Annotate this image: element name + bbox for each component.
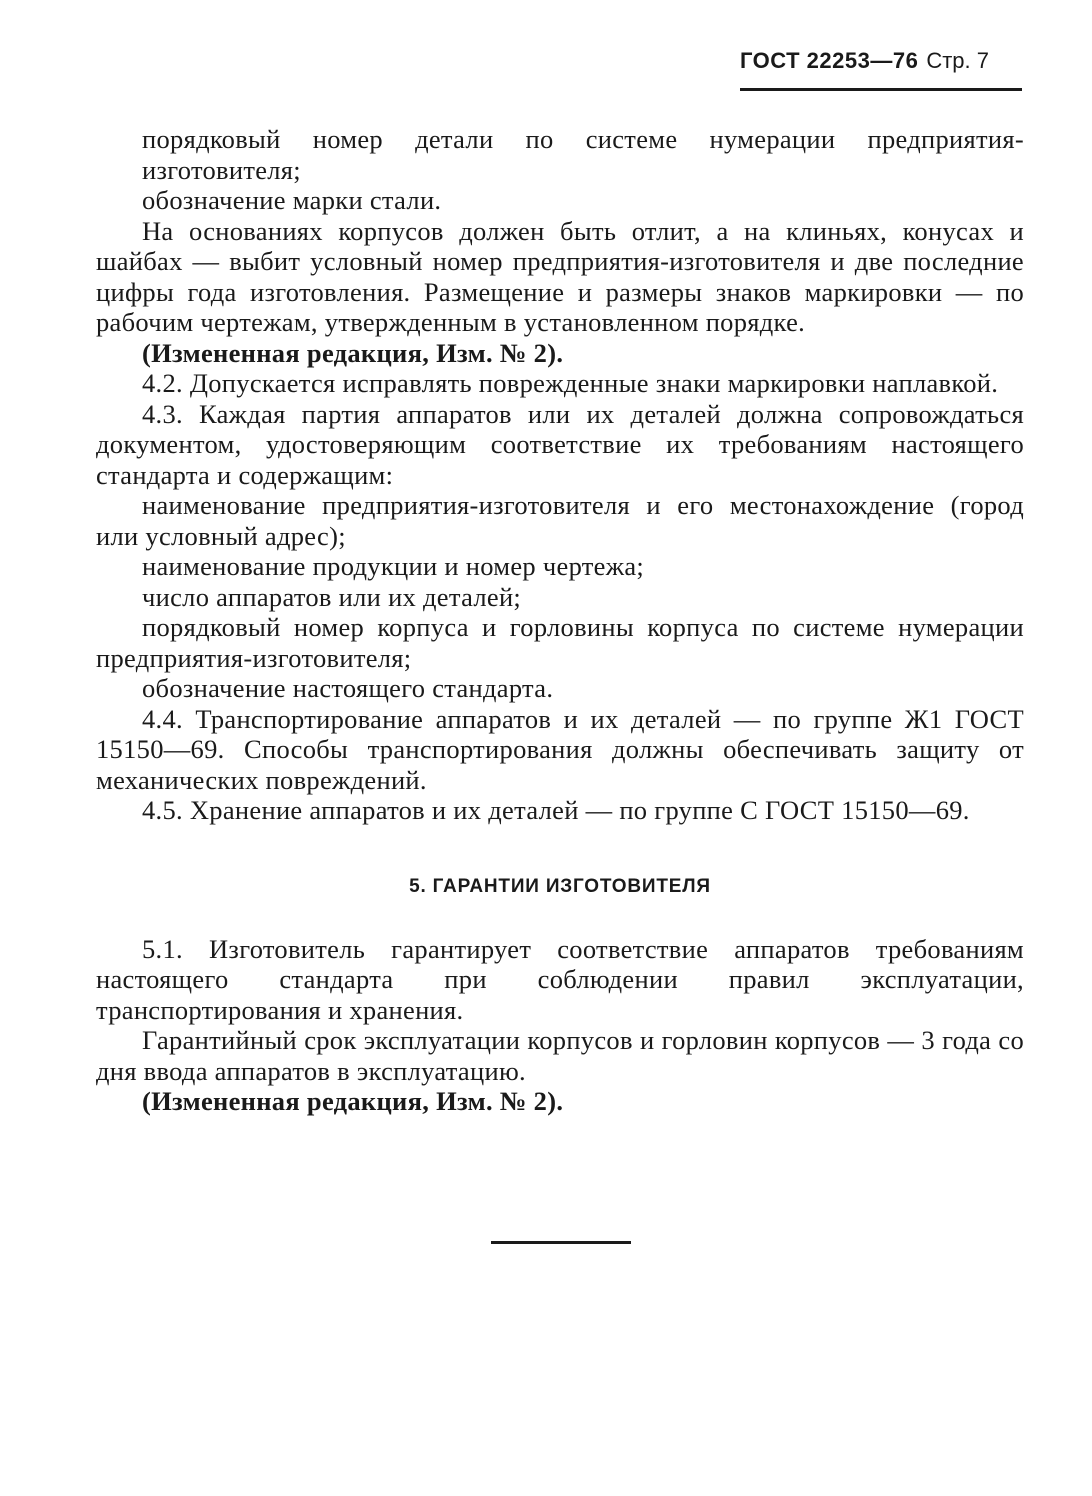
page-header (740, 48, 1022, 91)
clause-4-5: 4.5. Хранение аппаратов и их деталей — по группе С ГОСТ 15150—69. (142, 795, 970, 825)
list-item-product: наименование продукции и номер чертежа; (142, 551, 645, 581)
clause-5-1: 5.1. Изготовитель гарантирует соответствие аппаратов требованиям настоящего стандарта при соблюдении правил эксплуатации, транспортирования и хранения. (96, 933, 1024, 1025)
clause-4-3: 4.3. Каждая партия аппаратов или их деталей должна сопровождаться документом, удостоверяющим соответствие их требованиям настоящего стандарта и содержащим: (96, 398, 1024, 490)
paragraph-casting-marks: На основаниях корпусов должен быть отлит, а на клиньях, конусах и шайбах — выбит условный номер предприятия-изготовителя и две последние цифры года изготовления. Размещение и размеры знаков маркировки — по рабочим чертежам, утвержденным в установленном порядке. (96, 215, 1024, 337)
list-item-serial-number: порядковый номер корпуса и горловины корпуса по системе нумерации предприятия-изготовителя; (96, 612, 1024, 673)
amendment-note: (Измененная редакция, Изм. № 2). (142, 1086, 564, 1116)
end-rule (491, 1241, 631, 1244)
standard-number: ГОСТ 22253—76 (740, 48, 919, 73)
list-item-quantity: число аппаратов или их деталей; (142, 581, 522, 612)
document-body (96, 124, 1024, 1117)
warranty-period: Гарантийный срок эксплуатации корпусов и горловин корпусов — 3 года со дня ввода аппаратов в эксплуатацию. (96, 1025, 1024, 1086)
list-item-standard: обозначение настоящего стандарта. (142, 673, 554, 703)
section-heading: 5. ГАРАНТИИ ИЗГОТОВИТЕЛЯ (409, 875, 711, 897)
clause-4-4: 4.4. Транспортирование аппаратов и их деталей — по группе Ж1 ГОСТ 15150—69. Способы транспортирования должны обеспечивать защиту от механических повреждений. (96, 703, 1024, 795)
paragraph-detail-number: порядковый номер детали по системе нумерации предприятия-изготовителя; (142, 124, 1024, 185)
paragraph-steel-grade: обозначение марки стали. (142, 185, 442, 215)
list-item-manufacturer: наименование предприятия-изготовителя и его местонахождение (город или условный адрес); (96, 490, 1024, 551)
page-number: Стр. 7 (926, 48, 990, 73)
amendment-note: (Измененная редакция, Изм. № 2). (142, 337, 564, 368)
clause-4-2: 4.2. Допускается исправлять поврежденные знаки маркировки наплавкой. (142, 368, 999, 398)
